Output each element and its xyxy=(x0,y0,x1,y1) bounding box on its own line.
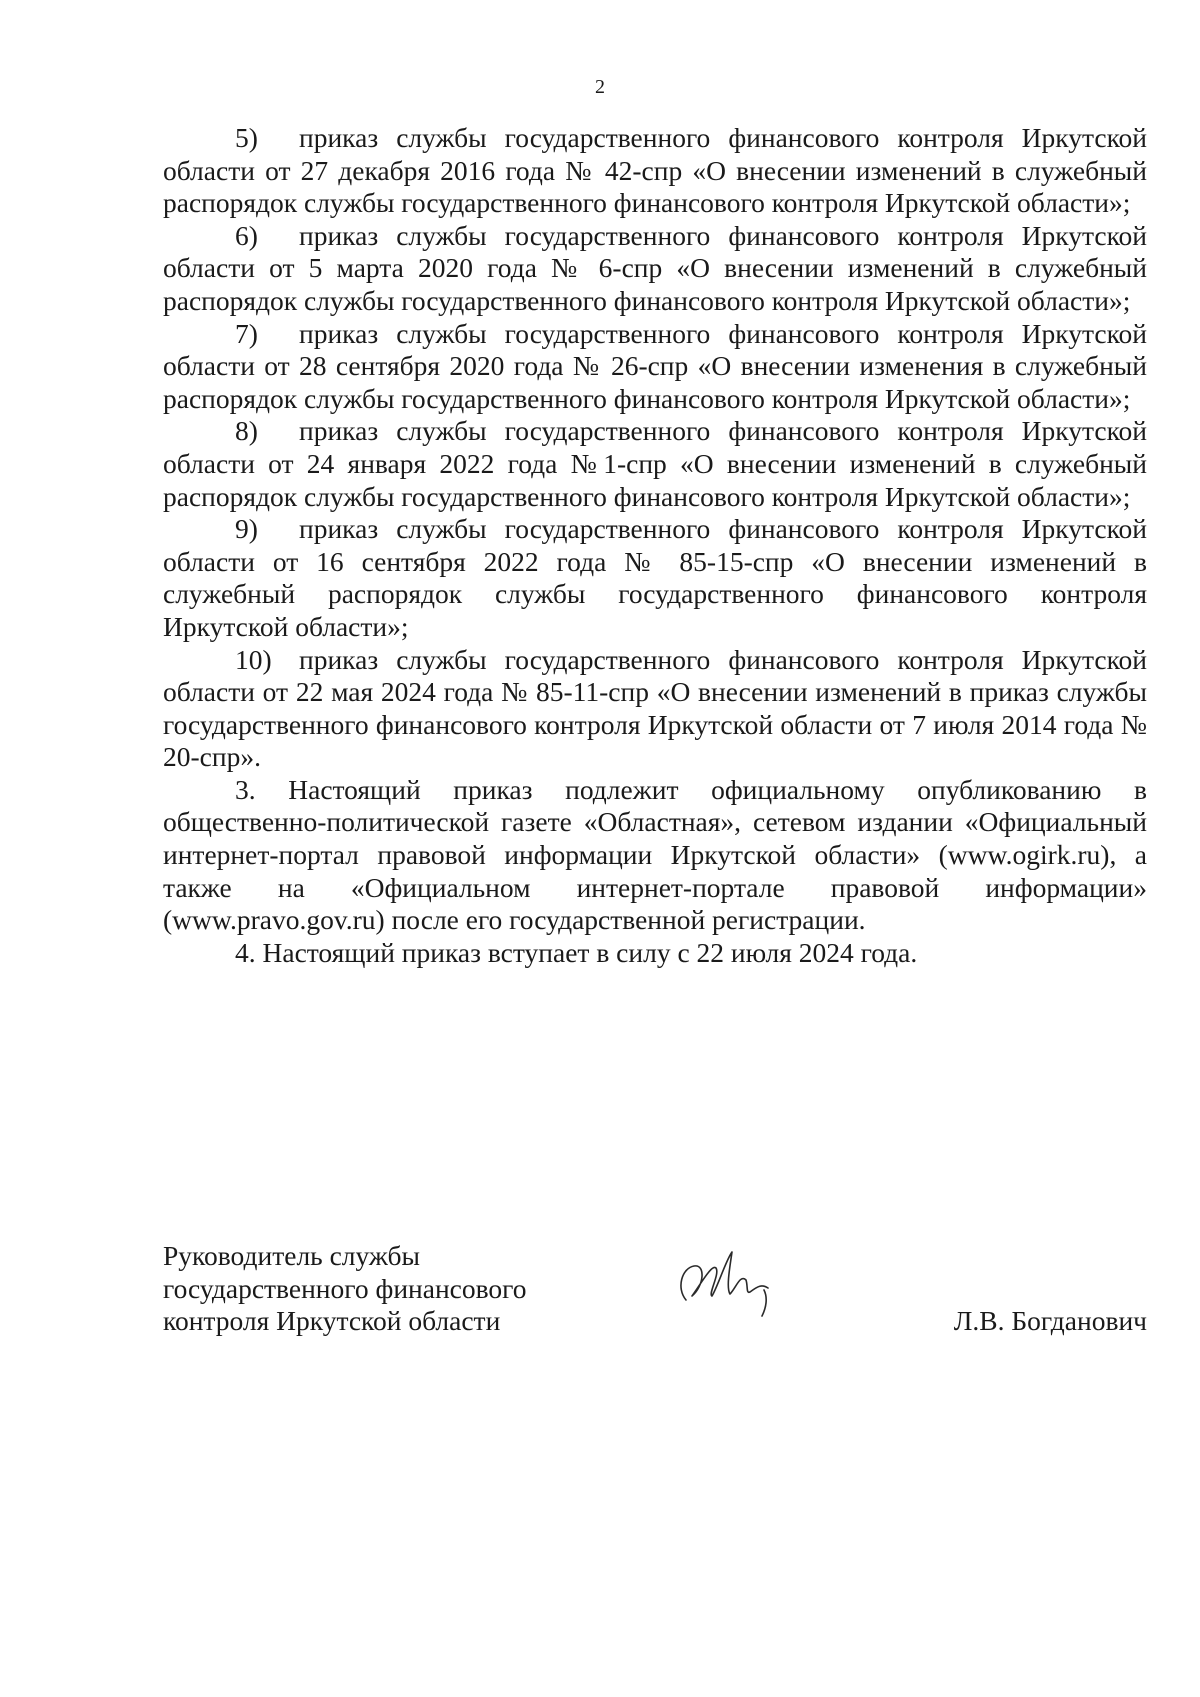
effective-date-paragraph: 4. Настоящий приказ вступает в силу с 22 июля 2024 года. xyxy=(235,936,918,968)
list-item xyxy=(163,415,1147,513)
list-item-number: 10) xyxy=(235,643,272,675)
list-item-text: приказ службы государственного финансового контроля Иркутской области от 16 сентября 2022 года № 85-15-спр «О внесении изменений в служебный распорядок службы государственного финансового контроля Иркутской области»; xyxy=(163,513,1147,642)
page-number: 2 xyxy=(595,76,605,98)
signatory-name: Л.В. Богданович xyxy=(953,1305,1147,1336)
list-item-number: 7) xyxy=(235,317,258,349)
signatory-title-line: государственного финансового xyxy=(163,1272,527,1304)
list-item xyxy=(163,644,1147,774)
publication-paragraph: 3. Настоящий приказ подлежит официальному опубликованию в общественно-политической газете «Областная», сетевом издании «Официальный интернет-портал правовой информации Иркутской области» (www.ogirk.ru), а также на «Официальном интернет-портале правовой информации» (www.pravo.gov.ru) после его государственной регистрации. xyxy=(163,773,1147,936)
list-item-text: приказ службы государственного финансового контроля Иркутской области от 24 января 2022 года №1-спр «О внесении изменений в служебный распорядок службы государственного финансового контроля Иркутской области»; xyxy=(163,415,1147,512)
signature-block xyxy=(163,1240,1147,1350)
list-item-text: приказ службы государственного финансового контроля Иркутской области от 27 декабря 2016 года № 42-спр «О внесении изменений в служебный распорядок службы государственного финансового контроля Иркутской области»; xyxy=(163,122,1147,219)
list-item-text: приказ службы государственного финансового контроля Иркутской области от 5 марта 2020 года № 6-спр «О внесении изменений в служебный распорядок службы государственного финансового контроля Иркутской области»; xyxy=(163,219,1147,316)
list-item-number: 6) xyxy=(235,219,258,251)
list-item-text: приказ службы государственного финансового контроля Иркутской области от 28 сентября 2020 года № 26-спр «О внесении изменения в служебный распорядок службы государственного финансового контроля Иркутской области»; xyxy=(163,317,1147,414)
handwritten-signature xyxy=(668,1230,778,1330)
document-body xyxy=(163,122,1147,969)
list-item-text: приказ службы государственного финансового контроля Иркутской области от 22 мая 2024 года № 85-11-спр «О внесении изменений в приказ службы государственного финансового контроля Иркутской области от 7 июля 2014 года № 20-спр». xyxy=(163,643,1147,773)
list-item-number: 5) xyxy=(235,122,258,153)
list-item-number: 9) xyxy=(235,513,258,545)
signatory-title-line: Руководитель службы xyxy=(163,1240,421,1271)
list-item xyxy=(163,122,1147,220)
list-item xyxy=(163,220,1147,318)
list-item-number: 8) xyxy=(235,415,258,447)
list-item xyxy=(163,513,1147,643)
signatory-title xyxy=(163,1240,527,1338)
list-item xyxy=(163,318,1147,416)
signatory-title-line: контроля Иркутской области xyxy=(163,1305,501,1337)
